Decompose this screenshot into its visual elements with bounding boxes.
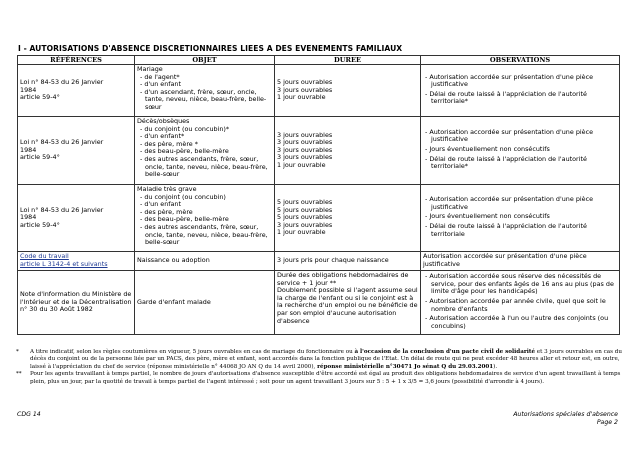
header-observations: OBSERVATIONS (421, 56, 620, 65)
objet-item: - des autres ascendants, frère, sœur, oncle, tante, neveu, nièce, beau-frère, belle-sœur (140, 154, 268, 179)
table-header-row (18, 56, 620, 65)
reference-cell (18, 185, 135, 252)
reference-line: Loi n° 84-53 du 26 Janvier (20, 205, 104, 214)
objet-item: - de l'agent* (140, 72, 180, 81)
observations-cell (421, 117, 620, 185)
duree-line: 5 jours ouvrables (277, 198, 333, 207)
duree-line: 3 jours ouvrables (277, 220, 333, 229)
duree-line: 1 jour ouvrable (277, 160, 326, 169)
observation-item: - Délai de route laissé à l'appréciation de l'autorité territoriale (425, 222, 587, 238)
duree-cell: 3 jours pris pour chaque naissance (275, 252, 421, 271)
duree-line: 3 jours ouvrables (277, 153, 333, 162)
duree-cell (275, 271, 421, 335)
reference-line: Loi n° 84-53 du 26 Janvier (20, 138, 104, 147)
table-row-maladie (18, 185, 620, 252)
objet-cell (135, 185, 275, 252)
footnote-1 (16, 349, 622, 371)
footnote-bold-text: réponse ministérielle n°30471 Jo sénat Q du 29.03.2001 (317, 363, 494, 370)
footer-page-info (513, 411, 618, 426)
observations-cell (421, 271, 620, 335)
observation-item: - Autorisation accordée sur présentation d'une pièce justificative (425, 127, 594, 144)
duree-line: 5 jours ouvrables (277, 205, 333, 214)
reference-line: Loi n° 84-53 du 26 Janvier (20, 78, 104, 87)
duree-line: 3 jours ouvrables (277, 138, 333, 147)
footer-document-title: Autorisations spéciales d'absence (513, 411, 618, 418)
footnote-2 (16, 371, 622, 386)
footnote-text: Pour les agents travaillant à temps partiel, le nombre de jours d'autorisations d'absence susceptible d'être accordé est égal au produit des obligations hebdomadaires de service d'un agent travaillant à temps plein, plus un jour, par la quotité de travail à temps partiel de l'agent intéressé ; soit pour un agent travaillant 3 jours sur 5 : 5 + 1 x 3/5 = 3,6 jours (possibilité d'arrondir à 4 jours). (30, 371, 621, 385)
reference-line: article 59-4° (20, 153, 60, 162)
objet-title: Décès/obsèques (137, 117, 190, 125)
reference-line: article 59-4° (20, 220, 60, 229)
code-du-travail-link[interactable]: Code du travail (20, 252, 69, 261)
footnote-mark: ** (16, 371, 22, 378)
footnote-text: et 3 jours ouvrables en cas du décès du conjoint ou de la personne liée par un PACS, des père, mère et enfant, sont accordés dans la fonction publique de l'Etat. Un délai de route qui ne peut excéder 48 heures aller et retour est, en outre, laissé à l'appréciation du chef de service (réponse ministérielle n° 44068 JO AN Q du 14 avril 2000), (30, 349, 622, 370)
table-row-garde-enfant (18, 271, 620, 335)
observation-item: - Jours éventuellement non consécutifs (425, 212, 550, 221)
reference-line: 1984 (20, 213, 37, 222)
article-link[interactable]: article L 3142-4 et suivants (20, 260, 108, 268)
objet-title: Maladie très grave (137, 185, 197, 193)
objet-item: - des père, mère (140, 207, 193, 216)
objet-title: Mariage (137, 65, 163, 73)
observation-item: - Autorisation accordée sur présentation d'une pièce justificative (425, 195, 594, 211)
footnote-text: ). (493, 363, 498, 370)
duree-line: 3 jours ouvrables (277, 85, 333, 94)
objet-item: - d'un enfant (140, 200, 181, 209)
observation-item: - Autorisation accordée par année civile, quel que soit le nombre d'enfants (425, 296, 606, 313)
duree-line: 5 jours ouvrables (277, 213, 333, 222)
observations-cell (421, 185, 620, 252)
objet-item: - des beau-père, belle-mère (140, 147, 229, 156)
header-references: RÉFÉRENCES (18, 56, 135, 65)
objet-cell (135, 117, 275, 185)
duree-line: 5 jours ouvrables (277, 78, 333, 87)
observation-item: - Délai de route laissé à l'appréciation de l'autorité territoriale* (425, 154, 587, 171)
objet-item: - d'un ascendant, frère, sœur, oncle, tante, neveu, nièce, beau-frère, belle-sœur (140, 87, 267, 111)
absence-table (17, 55, 620, 335)
footer-organization: CDG 14 (17, 411, 41, 418)
duree-line: Doublement possible si l'agent assume seul la charge de l'enfant ou si le conjoint est à la recherche d'un emploi ou ne bénéficie de par son emploi d'aucune autorisation d'absence (277, 286, 418, 325)
observation-item: - Jours éventuellement non consécutifs (425, 144, 550, 153)
duree-cell (275, 185, 421, 252)
objet-item: - d'un enfant* (140, 132, 185, 141)
observation-item: - Délai de route laissé à l'appréciation de l'autorité territoriale* (425, 89, 587, 106)
duree-cell (275, 65, 421, 117)
duree-line: Durée des obligations hebdomadaires de service + 1 jour ** (277, 271, 409, 287)
page-title: I - AUTORISATIONS D'ABSENCE DISCRETIONNAIRES LIEES A DES EVENEMENTS FAMILIAUX (18, 44, 403, 53)
reference-cell (18, 117, 135, 185)
observations-cell: Autorisation accordée sur présentation d'une pièce justificative (421, 252, 620, 271)
objet-cell: Naissance ou adoption (135, 252, 275, 271)
objet-item: - du conjoint (ou concubin)* (140, 124, 230, 133)
observation-item: - Autorisation accordée sous réserve des nécessités de service, pour des enfants âgés de 16 ans au plus (pas de limite d'âge pour les handicapés) (425, 272, 614, 296)
reference-line: 1984 (20, 145, 37, 154)
objet-item: - des père, mère * (140, 139, 198, 148)
footnote-text: A titre indicatif, selon les règles coutumières en vigueur, 5 jours ouvrables en cas de mariage du fonctionnaire ou (30, 349, 355, 355)
objet-item: - d'un enfant (140, 80, 181, 89)
objet-cell: Garde d'enfant malade (135, 271, 275, 335)
objet-cell (135, 65, 275, 117)
table-row-deces (18, 117, 620, 185)
objet-item: - des beau-père, belle-mère (140, 215, 229, 224)
reference-line: 1984 (20, 85, 37, 94)
observation-item: - Autorisation accordée sur présentation d'une pièce justificative (425, 72, 594, 89)
objet-item: - du conjoint (ou concubin) (140, 192, 226, 201)
footnotes (16, 349, 622, 386)
duree-line: 1 jour ouvrable (277, 228, 326, 237)
footnote-bold-text: à l'occasion de la conclusion d'un pacte civil de solidarité (354, 349, 536, 355)
reference-cell: Note d'information du Ministère de l'Intérieur et de la Décentralisation n° 30 du 30 Août 1982 (18, 271, 135, 335)
objet-item: - des autres ascendants, frère, sœur, oncle, tante, neveu, nièce, beau-frère, belle-sœur (140, 222, 268, 247)
observation-item: - Autorisation accordée à l'un ou l'autre des conjoints (ou concubins) (425, 314, 609, 330)
duree-cell (275, 117, 421, 185)
reference-line: article 59-4° (20, 93, 60, 102)
reference-cell (18, 252, 135, 271)
table-row-mariage (18, 65, 620, 117)
table-row-naissance (18, 252, 620, 271)
duree-line: 3 jours ouvrables (277, 130, 333, 139)
footnote-mark: * (16, 349, 19, 355)
duree-line: 1 jour ouvrable (277, 93, 326, 102)
duree-line: 3 jours ouvrables (277, 145, 333, 154)
footer-page-number: Page 2 (596, 418, 618, 426)
header-objet: OBJET (135, 56, 275, 65)
header-duree: DUREE (275, 56, 421, 65)
reference-cell (18, 65, 135, 117)
observations-cell (421, 65, 620, 117)
